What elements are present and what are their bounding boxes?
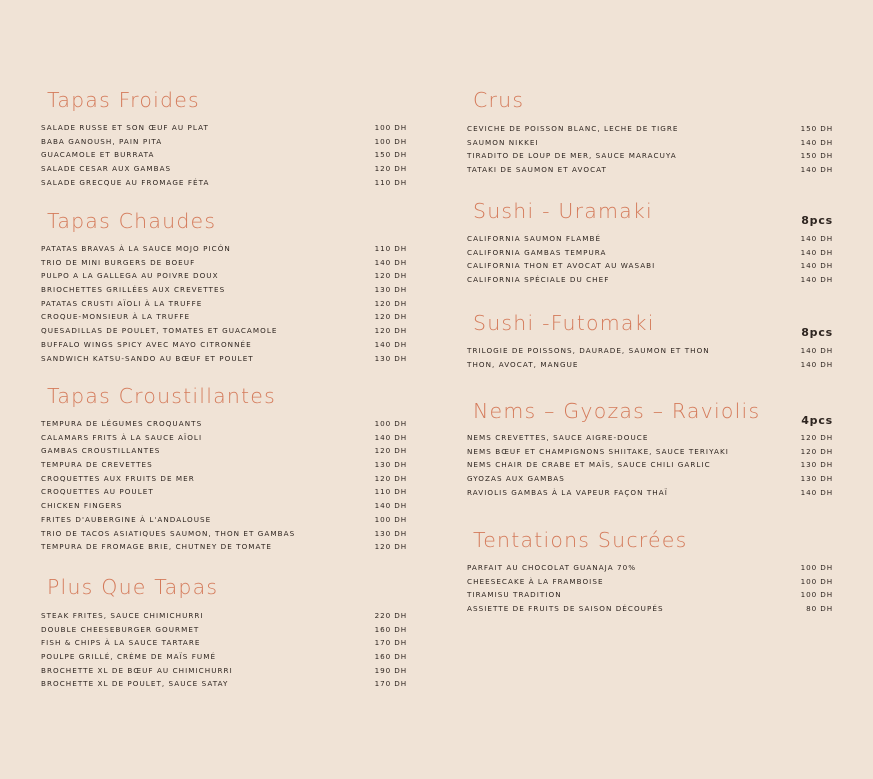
item-list (467, 561, 833, 616)
menu-item-name: CALIFORNIA THON ET AVOCAT AU WASABI (467, 261, 656, 271)
menu-item-price: 140 DH (374, 257, 407, 267)
menu-item-price: 100 DH (374, 514, 407, 524)
menu-item (467, 588, 833, 602)
menu-item (41, 444, 407, 458)
menu-item-price: 100 DH (800, 590, 833, 600)
menu-item-name: CALIFORNIA SPÉCIALE DU CHEF (467, 275, 610, 285)
menu-item (41, 527, 407, 541)
menu-item-price: 140 DH (800, 275, 833, 285)
menu-item-price: 160 DH (374, 652, 407, 662)
menu-item-price: 150 DH (374, 150, 407, 160)
menu-item-price: 120 DH (374, 164, 407, 174)
menu-item (41, 431, 407, 445)
menu-item-price: 140 DH (800, 261, 833, 271)
menu-item-price: 120 DH (800, 446, 833, 456)
menu-item (467, 163, 833, 177)
menu-item (467, 149, 833, 163)
section-title: Tentations Sucrées (473, 528, 688, 552)
menu-item (467, 575, 833, 589)
menu-item-name: BROCHETTE XL DE POULET, SAUCE SATAY (41, 679, 229, 689)
menu-item-price: 100 DH (374, 419, 407, 428)
menu-item (467, 246, 833, 260)
menu-item (41, 310, 407, 324)
menu-item-price: 190 DH (374, 665, 407, 675)
menu-item-name: PATATAS BRAVAS À LA SAUCE MOJO PICÓN (41, 244, 231, 253)
menu-item-name: TEMPURA DE LÉGUMES CROQUANTS (41, 419, 203, 428)
menu-item (41, 269, 407, 283)
menu-item (41, 417, 407, 431)
menu-item-name: SALADE CESAR AUX GAMBAS (41, 164, 172, 174)
menu-item-name: BABA GANOUSH, PAIN PITA (41, 136, 163, 146)
section-title: Nems – Gyozas – Raviolis (473, 399, 761, 423)
menu-item-name: CALIFORNIA SAUMON FLAMBÉ (467, 234, 602, 243)
menu-item-price: 100 DH (374, 123, 407, 132)
menu-item-price: 140 DH (800, 137, 833, 147)
menu-item-name: SAUMON NIKKEI (467, 137, 539, 147)
menu-item (467, 273, 833, 287)
menu-item-name: SALADE RUSSE ET SON ŒUF AU PLAT (41, 123, 209, 132)
menu-item-price: 150 DH (800, 124, 833, 133)
menu-item-price: 130 DH (374, 353, 407, 363)
menu-item-price: 130 DH (800, 460, 833, 470)
menu-item-price: 120 DH (374, 326, 407, 336)
menu-item-name: POULPE GRILLÉ, CRÈME DE MAÏS FUMÉ (41, 652, 217, 662)
menu-item-name: TIRAMISU TRADITION (467, 590, 562, 600)
menu-item-name: GYOZAS AUX GAMBAS (467, 474, 565, 484)
menu-item-name: TRILOGIE DE POISSONS, DAURADE, SAUMON ET THON (467, 346, 710, 355)
menu-item-name: TRIO DE MINI BURGERS DE BOEUF (41, 257, 196, 267)
menu-item-name: TEMPURA DE FROMAGE BRIE, CHUTNEY DE TOMATE (41, 542, 272, 552)
menu-item-name: TRIO DE TACOS ASIATIQUES SAUMON, THON ET GAMBAS (41, 528, 296, 538)
menu-item-name: THON, AVOCAT, MANGUE (467, 359, 579, 369)
item-list (467, 344, 833, 371)
menu-item-name: TATAKI DE SAUMON ET AVOCAT (467, 165, 607, 175)
item-list (467, 122, 833, 177)
pieces-count: 8pcs (801, 214, 833, 227)
menu-item (41, 472, 407, 486)
menu-item (41, 176, 407, 190)
menu-item-price: 140 DH (800, 165, 833, 175)
menu-item (41, 650, 407, 664)
menu-item (467, 561, 833, 575)
section-title: Tapas Froides (47, 88, 200, 112)
menu-item-price: 130 DH (374, 285, 407, 295)
menu-item-name: NEMS CHAIR DE CRABE ET MAÏS, SAUCE CHILI GARLIC (467, 460, 711, 470)
menu-item-price: 130 DH (374, 460, 407, 470)
section-title: Sushi -Futomaki (473, 311, 655, 335)
menu-item-name: PARFAIT AU CHOCOLAT GUANAJA 70% (467, 563, 637, 572)
menu-item (41, 609, 407, 623)
menu-item-price: 130 DH (374, 528, 407, 538)
menu-item (467, 486, 833, 500)
menu-item (41, 135, 407, 149)
menu-item-price: 140 DH (374, 339, 407, 349)
menu-item-name: NEMS CREVETTES, SAUCE AIGRE-DOUCE (467, 433, 649, 442)
menu-item-price: 100 DH (374, 136, 407, 146)
menu-item-name: TEMPURA DE CREVETTES (41, 460, 153, 470)
menu-item-price: 120 DH (374, 473, 407, 483)
menu-item (467, 472, 833, 486)
item-list (41, 121, 407, 189)
menu-item (41, 148, 407, 162)
menu-item-price: 120 DH (374, 271, 407, 281)
menu-item (41, 540, 407, 554)
menu-item (41, 256, 407, 270)
menu-item-price: 110 DH (374, 177, 407, 187)
menu-item (467, 232, 833, 246)
menu-item (467, 358, 833, 372)
menu-item (41, 499, 407, 513)
menu-item-name: FRITES D'AUBERGINE À L'ANDALOUSE (41, 514, 212, 524)
menu-item-price: 150 DH (800, 151, 833, 161)
menu-item (41, 485, 407, 499)
menu-item (41, 513, 407, 527)
menu-item (41, 664, 407, 678)
menu-item (41, 677, 407, 691)
section-title: Tapas Croustillantes (47, 384, 276, 408)
menu-item-price: 80 DH (806, 604, 833, 614)
menu-item-name: CALIFORNIA GAMBAS TEMPURA (467, 247, 607, 257)
menu-item (41, 458, 407, 472)
menu-item-name: BROCHETTE XL DE BŒUF AU CHIMICHURRI (41, 665, 233, 675)
menu-item (41, 242, 407, 256)
menu-item (467, 122, 833, 136)
menu-item-name: DOUBLE CHEESEBURGER GOURMET (41, 624, 200, 634)
menu-item-price: 100 DH (800, 563, 833, 572)
menu-item (41, 283, 407, 297)
section-title: Sushi - Uramaki (473, 199, 653, 223)
menu-item (467, 344, 833, 358)
menu-item-price: 140 DH (374, 432, 407, 442)
menu-item-name: CROQUE-MONSIEUR À LA TRUFFE (41, 312, 191, 322)
menu-item-name: BRIOCHETTES GRILLÉES AUX CREVETTES (41, 285, 226, 295)
menu-item (41, 297, 407, 311)
menu-item (467, 602, 833, 616)
menu-item (41, 338, 407, 352)
menu-item-name: PATATAS CRUSTI AÏOLI À LA TRUFFE (41, 298, 203, 308)
menu-item (41, 636, 407, 650)
item-list (41, 242, 407, 365)
menu-item-name: GUACAMOLE ET BURRATA (41, 150, 155, 160)
menu-item-price: 140 DH (800, 346, 833, 355)
menu-item-price: 120 DH (374, 312, 407, 322)
menu-item-price: 140 DH (800, 487, 833, 497)
menu-item-price: 160 DH (374, 624, 407, 634)
menu-item-name: PULPO A LA GALLEGA AU POIVRE DOUX (41, 271, 219, 281)
menu-item-name: CALAMARS FRITS À LA SAUCE AÏOLI (41, 432, 203, 442)
menu-item-name: CROQUETTES AU POULET (41, 487, 154, 497)
menu-item-name: TIRADITO DE LOUP DE MER, SAUCE MARACUYA (467, 151, 677, 161)
menu-item-price: 120 DH (374, 298, 407, 308)
menu-item (467, 431, 833, 445)
menu-item (41, 623, 407, 637)
menu-item-price: 130 DH (800, 474, 833, 484)
menu-item-price: 220 DH (374, 611, 407, 620)
pieces-count: 4pcs (801, 414, 833, 427)
menu-item-name: FISH & CHIPS À LA SAUCE TARTARE (41, 638, 201, 648)
menu-item-name: QUESADILLAS DE POULET, TOMATES ET GUACAMOLE (41, 326, 278, 336)
item-list (41, 609, 407, 691)
menu-item-name: GAMBAS CROUSTILLANTES (41, 446, 161, 456)
menu-item-name: NEMS BŒUF ET CHAMPIGNONS SHIITAKE, SAUCE TERIYAKI (467, 446, 729, 456)
menu-item-price: 120 DH (374, 446, 407, 456)
menu-item (41, 121, 407, 135)
menu-item-price: 110 DH (374, 244, 407, 253)
menu-item-name: STEAK FRITES, SAUCE CHIMICHURRI (41, 611, 204, 620)
section-title: Crus (473, 88, 525, 112)
menu-item-name: CHICKEN FINGERS (41, 501, 123, 511)
item-list (467, 232, 833, 287)
menu-item-price: 110 DH (374, 487, 407, 497)
menu-item (467, 458, 833, 472)
pieces-count: 8pcs (801, 326, 833, 339)
menu-item (41, 162, 407, 176)
menu-item-price: 140 DH (800, 234, 833, 243)
menu-item-name: CEVICHE DE POISSON BLANC, LECHE DE TIGRE (467, 124, 679, 133)
menu-item (41, 324, 407, 338)
section-title: Plus Que Tapas (47, 575, 219, 599)
menu-item-name: SALADE GRECQUE AU FROMAGE FÉTA (41, 177, 210, 187)
menu-item-name: SANDWICH KATSU-SANDO AU BŒUF ET POULET (41, 353, 254, 363)
menu-item-price: 100 DH (800, 576, 833, 586)
menu-item-name: ASSIETTE DE FRUITS DE SAISON DÉCOUPÉS (467, 604, 664, 614)
menu-item (467, 136, 833, 150)
menu-item-name: RAVIOLIS GAMBAS À LA VAPEUR FAÇON THAÏ (467, 487, 668, 497)
menu-item-price: 140 DH (800, 247, 833, 257)
menu-item (41, 352, 407, 366)
menu-item-price: 120 DH (800, 433, 833, 442)
menu-item-price: 140 DH (800, 359, 833, 369)
menu-item-price: 170 DH (374, 638, 407, 648)
menu-item (467, 445, 833, 459)
menu-item-name: BUFFALO WINGS SPICY AVEC MAYO CITRONNÉE (41, 339, 252, 349)
item-list (467, 431, 833, 499)
menu-item-price: 120 DH (374, 542, 407, 552)
menu-item-name: CHEESECAKE À LA FRAMBOISE (467, 576, 604, 586)
menu-item-price: 140 DH (374, 501, 407, 511)
item-list (41, 417, 407, 554)
section-title: Tapas Chaudes (47, 209, 217, 233)
menu-item-price: 170 DH (374, 679, 407, 689)
menu-item-name: CROQUETTES AUX FRUITS DE MER (41, 473, 195, 483)
menu-item (467, 259, 833, 273)
